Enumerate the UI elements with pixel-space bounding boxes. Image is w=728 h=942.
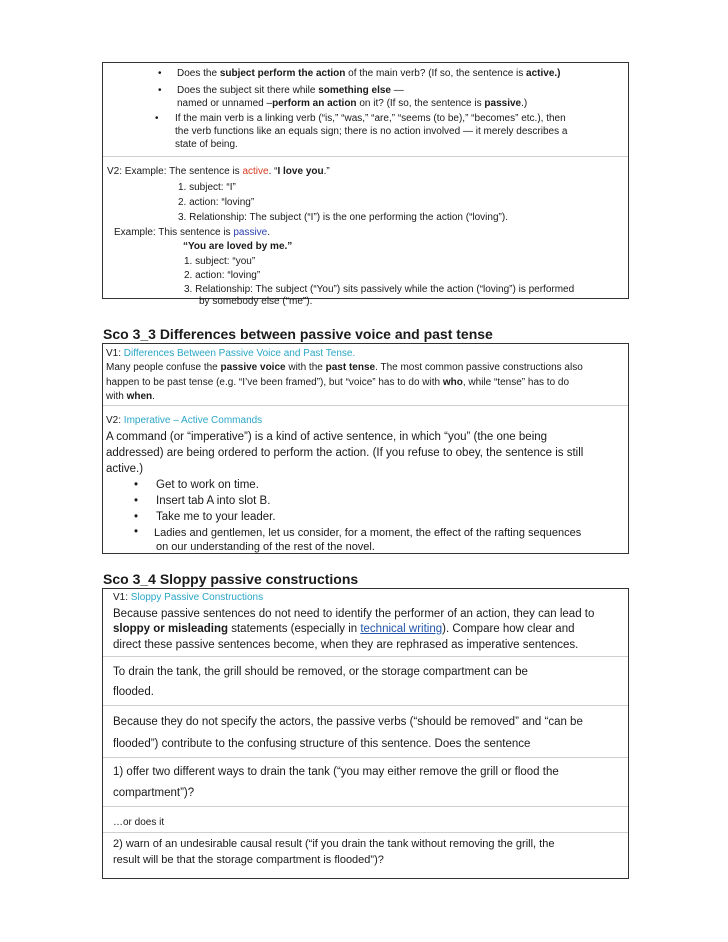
section-heading-3-3: Sco 3_3 Differences between passive voice and past tense [103,326,493,342]
active-item-3: 3. Relationship: The subject (“I”) is the one performing the action (“loving”). [178,212,508,223]
divider [103,405,628,406]
bullet-3-line-2: the verb functions like an equals sign; there is no action involved — it merely describes a [175,126,568,137]
v2-title-line: V2: Imperative – Active Commands [106,415,263,426]
sec3-para6-line-1: 2) warn of an undesirable causal result (“if you drain the tank without removing the grill, the [113,838,555,850]
imperative-item-4-line-1: Ladies and gentlemen, let us consider, for a moment, the effect of the rafting sequences [154,527,582,539]
imperative-para-line-1: A command (or “imperative”) is a kind of active sentence, in which “you” (the one being [106,431,548,443]
imperative-para-line-3: active.) [106,463,144,475]
sec3-para5: …or does it [113,817,165,828]
sec3-para3-line-1: Because they do not specify the actors, the passive verbs (“should be removed” and “can be [113,716,583,728]
bullet-dot: • [155,113,159,124]
sec3-para1-line-3: direct these passive sentences become, when they are rephrased as imperative sentences. [113,639,579,651]
active-item-2: 2. action: “loving” [178,197,255,208]
active-item-1: 1. subject: “I” [178,182,236,193]
bullet-dot: • [134,495,139,507]
imperative-para-line-2: addressed) are being ordered to perform the action. (If you refuse to obey, the sentence is still [106,447,584,459]
sec3-para6-line-2: result will be that the storage compartment is flooded”)? [113,854,384,866]
imperative-item-2: Insert tab A into slot B. [156,495,271,507]
v2-example-active: V2: Example: The sentence is active. “I love you.” [107,166,330,177]
sec3-para2-line-2: flooded. [113,686,154,698]
sec3-para4-line-2: compartment”)? [113,787,195,799]
imperative-item-4-line-2: on our understanding of the rest of the novel. [156,541,375,553]
passive-item-1: 1. subject: “you” [184,256,256,267]
imperative-item-3: Take me to your leader. [156,511,276,523]
sec3-v1-title-line: V1: Sloppy Passive Constructions [113,592,264,603]
passive-sentence: “You are loved by me.” [183,241,293,252]
technical-writing-link[interactable]: technical writing [360,623,443,635]
divider [103,832,628,833]
sec2-para-line-1: Many people confuse the passive voice with the past tense. The most common passive constructions also [106,362,583,373]
passive-item-3-line-1: 3. Relationship: The subject (“You”) sits passively while the action (“loving”) is performed [184,284,575,295]
imperative-item-1: Get to work on time. [156,479,259,491]
sec2-para-line-2: happen to be past tense (e.g. “I’ve been framed”), but “voice” has to do with who, while “tense” has to do [106,377,570,388]
divider [103,806,628,807]
bullet-2-line-1: Does the subject sit there while something else — [177,85,404,96]
sec3-para2-line-1: To drain the tank, the grill should be removed, or the storage compartment can be [113,666,528,678]
bullet-dot: • [158,68,162,79]
section-heading-3-4: Sco 3_4 Sloppy passive constructions [103,571,359,587]
sec3-para4-line-1: 1) offer two different ways to drain the tank (“you may either remove the grill or flood the [113,766,559,778]
v1-title-line: V1: Differences Between Passive Voice and Past Tense. [106,348,356,359]
divider [103,656,628,657]
bullet-3-line-1: If the main verb is a linking verb (“is,” “was,” “are,” “seems (to be),” “becomes” etc.), then [175,113,566,124]
bullet-dot: • [134,479,139,491]
sec3-para3-line-2: flooded”) contribute to the confusing structure of this sentence. Does the sentence [113,738,531,750]
bullet-dot: • [134,511,139,523]
bullet-3-line-3: state of being. [175,139,238,150]
divider [103,705,628,706]
bullet-dot: • [134,526,139,538]
bullet-2-line-2: named or unnamed –perform an action on it? (If so, the sentence is passive.) [177,98,528,109]
sec3-para1-line-1: Because passive sentences do not need to identify the performer of an action, they can lead to [113,608,595,620]
passive-item-3-line-2: by somebody else (“me”). [199,296,313,307]
sec3-para1-line-2: sloppy or misleading statements (especially in technical writing). Compare how clear and [113,623,575,635]
divider [103,757,628,758]
sec2-para-line-3: with when. [106,391,155,402]
passive-item-2: 2. action: “loving” [184,270,261,281]
bullet-dot: • [158,85,162,96]
example-passive: Example: This sentence is passive. [114,227,271,238]
bullet-1-text: Does the subject perform the action of the main verb? (If so, the sentence is active.) [177,68,561,79]
divider [103,156,628,157]
